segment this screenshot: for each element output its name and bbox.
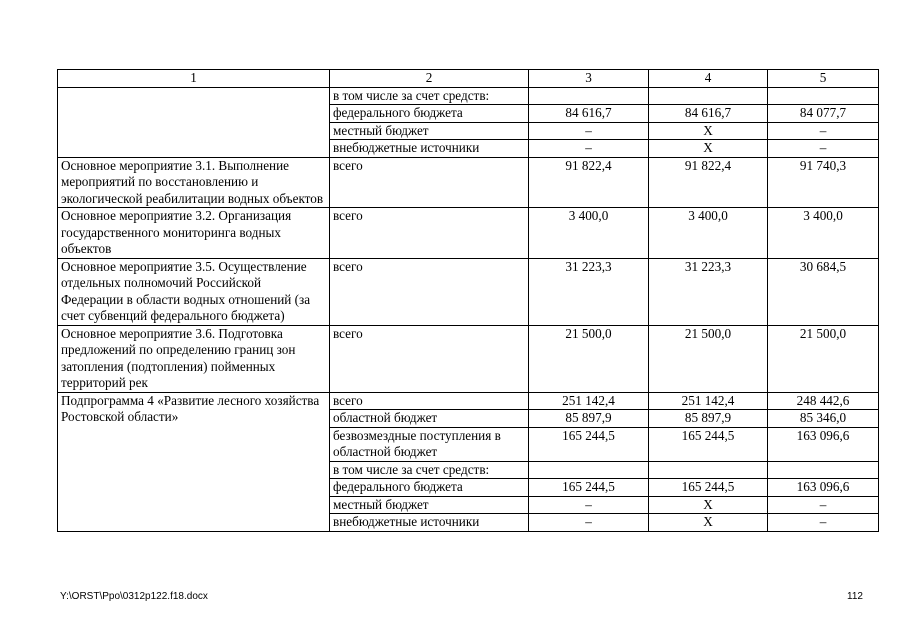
event-name-cell: Основное мероприятие 3.6. Подготовка предложений по определению границ зон затопления (подтопления) пойменных территорий рек xyxy=(58,325,330,392)
amount-cell: 251 142,4 xyxy=(529,392,649,410)
amount-cell: Х xyxy=(649,514,768,532)
funding-source-cell: областной бюджет xyxy=(330,410,529,428)
table-row xyxy=(58,157,879,208)
funding-source-cell: в том числе за счет средств: xyxy=(330,461,529,479)
funding-source-cell: местный бюджет xyxy=(330,496,529,514)
page-number: 112 xyxy=(847,591,863,602)
amount-cell: Х xyxy=(649,140,768,158)
table-row xyxy=(58,325,879,392)
column-header: 3 xyxy=(529,70,649,88)
amount-cell: 85 346,0 xyxy=(768,410,879,428)
funding-source-cell: безвозмездные поступления в областной бюджет xyxy=(330,427,529,461)
amount-cell xyxy=(529,461,649,479)
event-name-cell: Основное мероприятие 3.5. Осуществление отдельных полномочий Российской Федерации в области водных отношений (за счет субвенций федерального бюджета) xyxy=(58,258,330,325)
amount-cell: 85 897,9 xyxy=(649,410,768,428)
amount-cell: 163 096,6 xyxy=(768,427,879,461)
amount-cell: 84 616,7 xyxy=(649,105,768,123)
amount-cell: – xyxy=(768,496,879,514)
column-header: 1 xyxy=(58,70,330,88)
event-name-cell: Основное мероприятие 3.1. Выполнение мероприятий по восстановлению и экологической реабилитации водных объектов xyxy=(58,157,330,208)
event-name-cell xyxy=(58,87,330,157)
document-file-path: Y:\ORST\Ppo\0312p122.f18.docx xyxy=(60,591,208,602)
amount-cell: 31 223,3 xyxy=(529,258,649,325)
table-row xyxy=(58,87,879,105)
amount-cell: 165 244,5 xyxy=(529,479,649,497)
amount-cell xyxy=(768,461,879,479)
amount-cell: 165 244,5 xyxy=(649,427,768,461)
amount-cell: – xyxy=(529,122,649,140)
table-row xyxy=(58,258,879,325)
amount-cell: 3 400,0 xyxy=(768,208,879,259)
amount-cell: 3 400,0 xyxy=(529,208,649,259)
column-header: 2 xyxy=(330,70,529,88)
funding-source-cell: федерального бюджета xyxy=(330,105,529,123)
amount-cell: 21 500,0 xyxy=(529,325,649,392)
amount-cell: 21 500,0 xyxy=(649,325,768,392)
amount-cell: – xyxy=(768,514,879,532)
amount-cell: – xyxy=(768,122,879,140)
column-header: 5 xyxy=(768,70,879,88)
amount-cell: 165 244,5 xyxy=(649,479,768,497)
funding-source-cell: всего xyxy=(330,325,529,392)
amount-cell: – xyxy=(529,496,649,514)
amount-cell xyxy=(768,87,879,105)
amount-cell: – xyxy=(529,514,649,532)
event-name-cell: Подпрограмма 4 «Развитие лесного хозяйства Ростовской области» xyxy=(58,392,330,531)
funding-source-cell: всего xyxy=(330,208,529,259)
column-header: 4 xyxy=(649,70,768,88)
funding-source-cell: внебюджетные источники xyxy=(330,514,529,532)
budget-table xyxy=(57,69,879,532)
amount-cell: 91 822,4 xyxy=(529,157,649,208)
funding-source-cell: всего xyxy=(330,392,529,410)
amount-cell: 3 400,0 xyxy=(649,208,768,259)
event-name-cell: Основное мероприятие 3.2. Организация государственного мониторинга водных объектов xyxy=(58,208,330,259)
amount-cell: 84 616,7 xyxy=(529,105,649,123)
funding-source-cell: в том числе за счет средств: xyxy=(330,87,529,105)
amount-cell: 30 684,5 xyxy=(768,258,879,325)
amount-cell: – xyxy=(768,140,879,158)
amount-cell: 163 096,6 xyxy=(768,479,879,497)
amount-cell: Х xyxy=(649,496,768,514)
amount-cell: 91 740,3 xyxy=(768,157,879,208)
amount-cell: 251 142,4 xyxy=(649,392,768,410)
funding-source-cell: всего xyxy=(330,258,529,325)
amount-cell: 31 223,3 xyxy=(649,258,768,325)
amount-cell: 21 500,0 xyxy=(768,325,879,392)
amount-cell: 84 077,7 xyxy=(768,105,879,123)
amount-cell xyxy=(649,87,768,105)
funding-source-cell: местный бюджет xyxy=(330,122,529,140)
amount-cell: 165 244,5 xyxy=(529,427,649,461)
amount-cell: 248 442,6 xyxy=(768,392,879,410)
amount-cell: Х xyxy=(649,122,768,140)
table-row xyxy=(58,208,879,259)
table-header-row xyxy=(58,70,879,88)
amount-cell: – xyxy=(529,140,649,158)
amount-cell xyxy=(649,461,768,479)
amount-cell: 91 822,4 xyxy=(649,157,768,208)
table-row xyxy=(58,392,879,410)
amount-cell: 85 897,9 xyxy=(529,410,649,428)
funding-source-cell: внебюджетные источники xyxy=(330,140,529,158)
amount-cell xyxy=(529,87,649,105)
funding-source-cell: федерального бюджета xyxy=(330,479,529,497)
funding-source-cell: всего xyxy=(330,157,529,208)
